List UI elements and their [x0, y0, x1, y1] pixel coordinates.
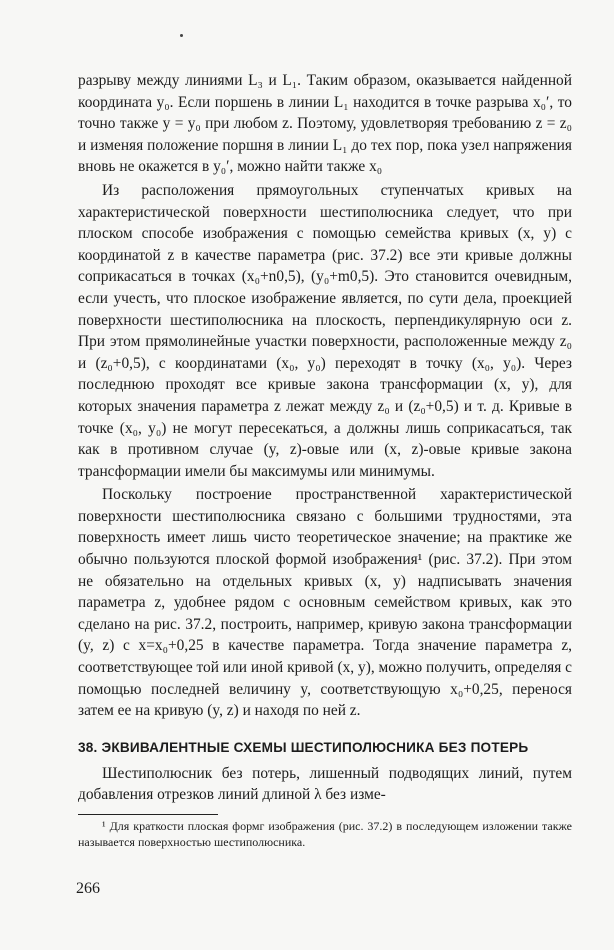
scan-speck — [180, 34, 183, 37]
footnote-rule — [78, 814, 218, 815]
paragraph-construction: Поскольку построение пространственной характеристической поверхности шестиполюсника связано с большими трудностями, эта поверхность имеет лишь чисто теоретическое значение; на практике же обычно пользуются плоской формой изображения¹ (рис. 37.2). При этом не обязательно на отдельных кривых (x, y) надписывать значения параметра z, удобнее рядом с основным семейством кривых, как это сделано на рис. 37.2, построить, например, кривую закона трансформации (y, z) с x=x₀+0,25 в качестве параметра. Тогда значение параметра z, соответствующее той или иной кривой (x, y), можно получить, определяя с помощью последней величину y, соответствующую x₀+0,25, перенося затем ее на кривую (y, z) и находя по ней z. — [78, 486, 572, 720]
paragraph-section-intro: Шестиполюсник без потерь, лишенный подводящих линий, путем добавления отрезков линий длиной λ без изме- — [78, 764, 572, 804]
page-number: 266 — [76, 880, 100, 897]
section-heading: 38. ЭКВИВАЛЕНТНЫЕ СХЕМЫ ШЕСТИПОЛЮСНИКА БЕЗ ПОТЕРЬ — [78, 739, 529, 755]
paragraph-curves: Из расположения прямоугольных ступенчатых кривых на характеристической поверхности шестиполюсника следует, что при плоском способе изображения с помощью семейства кривых (x, y) с координатой z в качестве параметра (рис. 37.2) все эти кривые должны соприкасаться в точках (x₀+n0,5), (y₀+m0,5). Это становится очевидным, если учесть, что плоское изображение является, по сути дела, проекцией поверхности шестиполюсника на плоскость, перпендикулярную оси z. При этом прямолинейные участки поверхности, расположенные между z₀ и (z₀+0,5), с координатами (x₀, y₀) переходят в точку (x₀, y₀). Через последнюю проходят все кривые закона трансформации (x, y), для которых значения параметра z лежат между z₀ и (z₀+0,5) и т. д. Кривые в точке (x₀, y₀) не могут пересекаться, а должны лишь соприкасаться, так как в противном случае (y, z)-овые или (x, z)-овые кривые закона трансформации имели бы максимумы или минимумы. — [78, 181, 572, 480]
footnote: ¹ Для краткости плоская формг изображения (рис. 37.2) в последующем изложении также называется поверхностью шестиполюсника. — [78, 819, 572, 849]
page-body — [78, 70, 572, 850]
paragraph-continuation: разрыву между линиями L₃ и L₁. Таким образом, оказывается найденной координата y₀. Если поршень в линии L₁ находится в точке разрыва x₀′, то точно также y = y₀ при любом z. Поэтому, удовлетворяя требованию z = z₀ и изменяя положение поршня в линии L₁ до тех пор, пока узел напряжения вновь не окажется в y₀′, можно найти также x₀ — [78, 72, 572, 176]
